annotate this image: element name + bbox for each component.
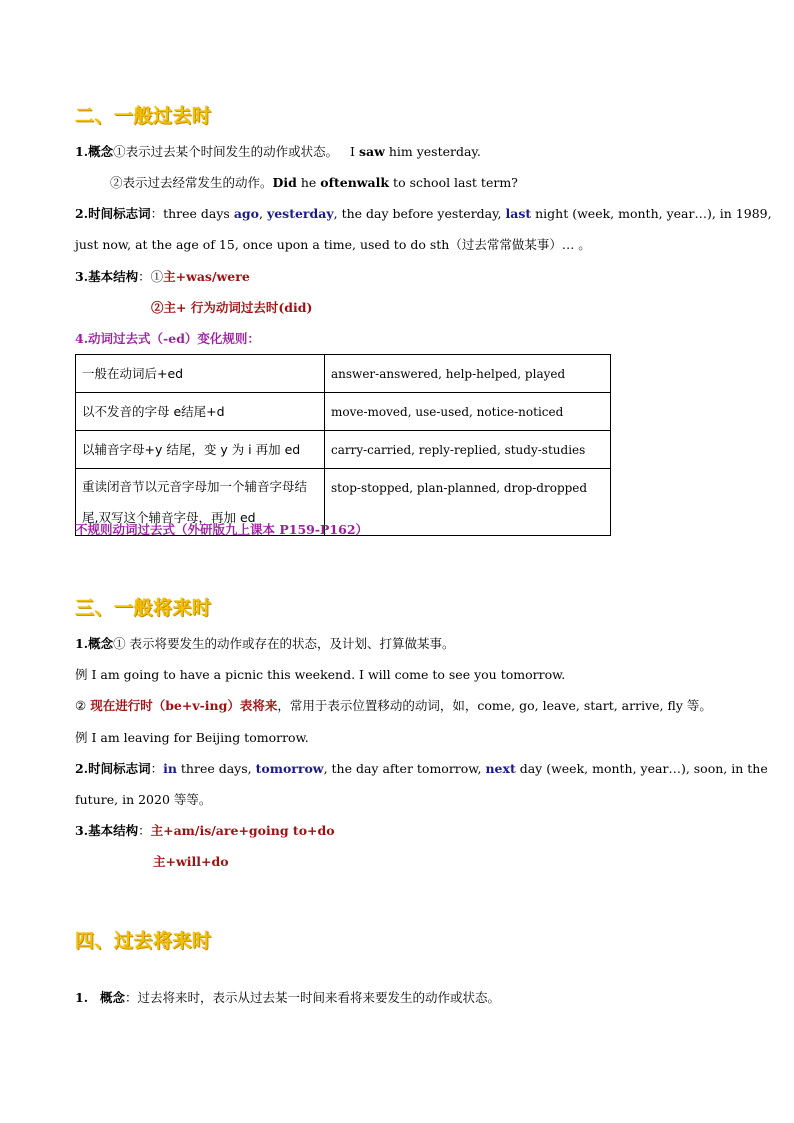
past-future-concept-number: 1. xyxy=(75,990,89,1005)
future-structure-1: 主+am/is/are+going to+do xyxy=(150,823,335,838)
future-time-markers-line-1 xyxy=(75,761,768,777)
rule-cell: 以不发音的字母 e结尾+d xyxy=(76,393,325,431)
past-time-yesterday: yesterday xyxy=(266,206,334,221)
past-time-number: 2. xyxy=(75,206,89,221)
past-time-label: 时间标志词 xyxy=(88,206,151,221)
example-cell: answer-answered, help-helped, played xyxy=(325,355,611,393)
past-time-markers-line-1 xyxy=(75,206,772,222)
section-heading-past-future: 四、过去将来时 xyxy=(75,930,212,952)
future-example-2 xyxy=(75,698,712,714)
past-concept-label: 概念 xyxy=(88,144,114,159)
past-example-1-b: him yesterday. xyxy=(384,144,481,159)
ed-rule-title: 4.动词过去式（-ed）变化规则： xyxy=(75,331,260,346)
past-time-last: last xyxy=(505,206,532,221)
past-example-2-a: he xyxy=(296,175,321,190)
table-row xyxy=(76,393,611,431)
example-cell: stop-stopped, plan-planned, drop-dropped xyxy=(325,469,611,536)
future-example-3: 例 I am leaving for Beijing tomorrow. xyxy=(75,730,309,745)
future-example-1: 例 I am going to have a picnic this weekend. I will come to see you tomorrow. xyxy=(75,667,566,682)
section-heading-future-simple: 三、一般将来时 xyxy=(75,597,212,619)
future-concept-line xyxy=(75,636,455,652)
table-row xyxy=(76,431,611,469)
future-example-2-highlight: 现在进行时（be+v-ing）表将来 xyxy=(90,698,278,713)
past-concept-1: ①表示过去某个时间发生的动作或状态。 xyxy=(113,144,339,159)
past-example-2-oftenwalk: oftenwalk xyxy=(320,175,390,190)
past-structure-1: 主+was/were xyxy=(163,269,250,284)
past-concept-2: ②表示过去经常发生的动作。 xyxy=(110,175,273,190)
rule-cell: 以辅音字母+y 结尾，变 y 为 i 再加 ed xyxy=(76,431,325,469)
future-structure-2: 主+will+do xyxy=(153,854,229,869)
past-structure-label: 基本结构 xyxy=(88,269,139,284)
past-time-markers-line-2: just now, at the age of 15, once upon a time, used to do sth（过去常常做某事）… 。 xyxy=(75,237,591,252)
rule-cell: 一般在动词后+ed xyxy=(76,355,325,393)
future-concept-number: 1. xyxy=(75,636,89,651)
past-example-1-saw: saw xyxy=(358,144,385,159)
future-time-markers-line-2: future, in 2020 等等。 xyxy=(75,792,212,807)
future-time-c: day (week, month, year…), soon, in the xyxy=(515,761,768,776)
future-structure-line-1 xyxy=(75,823,335,839)
past-structure-line-1 xyxy=(75,269,250,285)
example-cell: carry-carried, reply-replied, study-studies xyxy=(325,431,611,469)
future-example-2-rest: ，常用于表示位置移动的动词，如，come, go, leave, start, arrive, fly 等。 xyxy=(277,698,712,713)
past-example-2-b: to school last term? xyxy=(389,175,518,190)
past-time-comma: , xyxy=(259,206,267,221)
future-time-in: in xyxy=(163,761,177,776)
future-time-next: next xyxy=(485,761,516,776)
future-time-tomorrow: tomorrow xyxy=(255,761,324,776)
future-time-colon: ： xyxy=(150,761,164,776)
past-concept-number: 1. xyxy=(75,144,89,159)
past-future-concept-text: ：过去将来时，表示从过去某一时间来看将来要发生的动作或状态。 xyxy=(125,990,501,1005)
future-concept-label: 概念 xyxy=(88,636,114,651)
past-future-concept-label: 概念 xyxy=(99,990,125,1005)
past-future-concept-line xyxy=(75,990,500,1006)
past-concept-line-1 xyxy=(75,144,481,160)
irregular-verbs-note: 不规则动词过去式（外研版九上课本 P159-P162） xyxy=(75,522,369,537)
past-time-c: night (week, month, year…), in 1989, xyxy=(531,206,772,221)
past-concept-line-2 xyxy=(110,175,518,191)
future-structure-number: 3. xyxy=(75,823,89,838)
past-structure-number: 3. xyxy=(75,269,89,284)
future-time-b: , the day after tomorrow, xyxy=(323,761,486,776)
past-time-a: ：three days xyxy=(150,206,234,221)
future-structure-label: 基本结构 xyxy=(88,823,139,838)
rule-cell: 重读闭音节以元音字母加一个辅音字母结尾,双写这个辅音字母，再加 ed xyxy=(76,469,325,536)
future-time-label: 时间标志词 xyxy=(88,761,151,776)
future-time-number: 2. xyxy=(75,761,89,776)
future-structure-colon: ： xyxy=(138,823,151,838)
past-time-ago: ago xyxy=(233,206,259,221)
future-example-2-prefix: ② xyxy=(75,698,91,713)
section-heading-past-simple: 二、一般过去时 xyxy=(75,105,212,127)
future-time-a: three days, xyxy=(176,761,256,776)
past-time-b: , the day before yesterday, xyxy=(333,206,506,221)
past-structure-colon: ：① xyxy=(138,269,164,284)
future-concept-1: ① 表示将要发生的动作或存在的状态，及计划、打算做某事。 xyxy=(113,636,455,651)
past-example-1-a: I xyxy=(350,144,359,159)
example-cell: move-moved, use-used, notice-noticed xyxy=(325,393,611,431)
past-example-2-did: Did xyxy=(272,175,297,190)
past-structure-2: ②主+ 行为动词过去时(did) xyxy=(151,300,313,315)
ed-rules-table xyxy=(75,354,611,536)
table-row xyxy=(76,355,611,393)
